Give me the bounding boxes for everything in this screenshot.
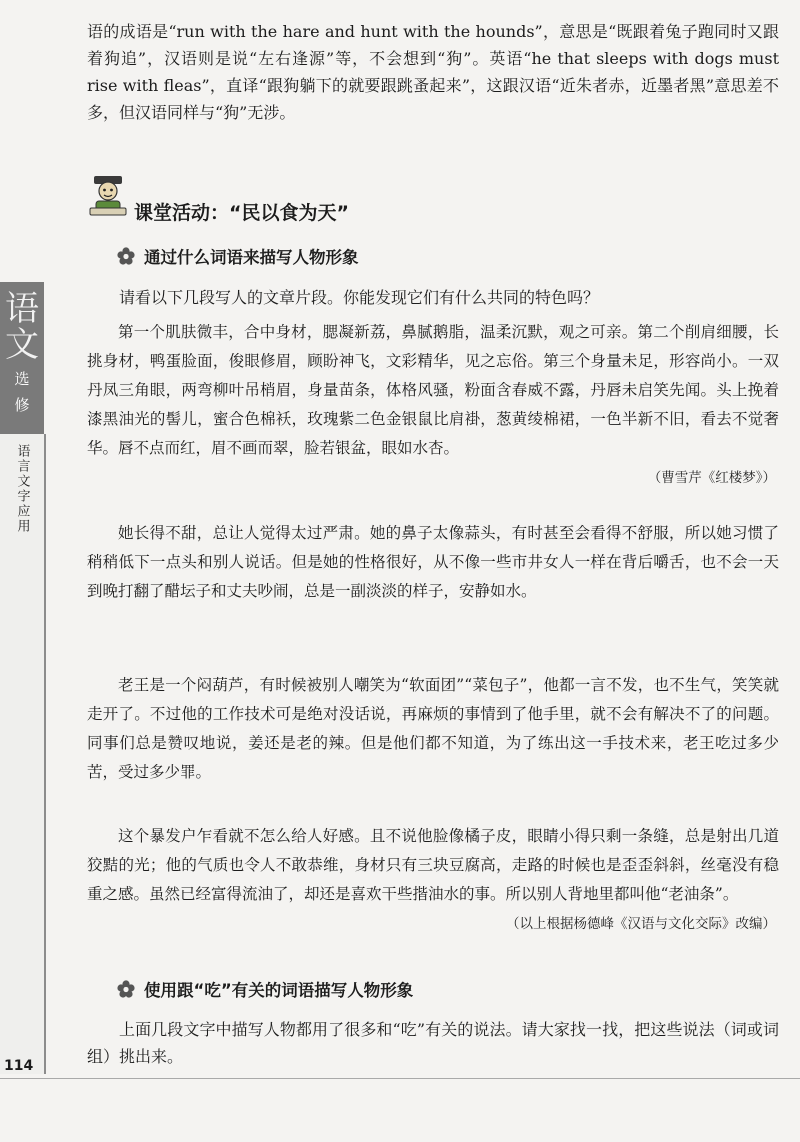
- student-mascot-icon: [88, 174, 128, 218]
- passage-4-citation: （以上根据杨德峰《汉语与文化交际》改编）: [506, 916, 776, 932]
- passage-2: 她长得不甜，总让人觉得太过严肃。她的鼻子太像蒜头，有时甚至会看得不舒服，所以她习惯了稍稍低下一点头和别人说话。但是她的性格很好，从不像一些市井女人一样在背后嚼舌，也不会一天到晚打翻了醋坛子和丈夫吵闹，总是一副淡淡的样子，安静如水。: [87, 524, 779, 600]
- side-tab: [0, 282, 44, 434]
- flower-bullet-icon: [116, 979, 136, 999]
- sub1-prompt: 请看以下几段写人的文章片段。你能发现它们有什么共同的特色吗？: [119, 288, 600, 307]
- intro-paragraph: 语的成语是“run with the hare and hunt with the hounds”，意思是“既跟着兔子跑同时又跟着狗追”，汉语则是说“左右逢源”等，不会想到“狗”。英语“he that sleeps with dogs must rise with fleas”，直译“跟狗躺下的就要跟跳蚤起来”，这跟汉语“近朱者赤，近墨者黑”意思差不多，但汉语同样与“狗”无涉。: [87, 22, 779, 122]
- sub2-prompt: 上面几段文字中描写人物都用了很多和“吃”有关的说法。请大家找一找，把这些说法（词或词组）挑出来。: [87, 1020, 779, 1066]
- passage-1-citation: （曹雪芹《红楼梦》）: [647, 470, 776, 486]
- page-number: 114: [4, 1058, 34, 1074]
- side-vertical-label: 语言文字应用: [14, 444, 30, 534]
- subheading-2: 使用跟“吃”有关的词语描写人物形象: [144, 981, 414, 1000]
- bottom-rule: [0, 1078, 800, 1079]
- passage-1: 第一个肌肤微丰，合中身材，腮凝新荔，鼻腻鹅脂，温柔沉默，观之可亲。第二个削肩细腰，长挑身材，鸭蛋脸面，俊眼修眉，顾盼神飞，文彩精华，见之忘俗。第三个身量未足，形容尚小。一双丹凤三角眼，两弯柳叶吊梢眉，身量苗条，体格风骚，粉面含春威不露，丹唇未启笑先闻。头上挽着漆黑油光的髻儿，蜜合色棉袄，玫瑰紫二色金银鼠比肩褂，葱黄绫棉裙，一色半新不旧，看去不觉奢华。唇不点而红，眉不画而翠，脸若银盆，眼如水杏。: [87, 323, 779, 457]
- subheading-1: 通过什么词语来描写人物形象: [144, 248, 359, 267]
- side-tab-char-4: 修: [14, 396, 30, 414]
- side-tab-char-2: 文: [5, 325, 39, 365]
- passage-3: 老王是一个闷葫芦，有时候被别人嘲笑为“软面团”“菜包子”，他都一言不发，也不生气，笑笑就走开了。不过他的工作技术可是绝对没话说，再麻烦的事情到了他手里，就不会有解决不了的问题。同事们总是赞叹地说，姜还是老的辣。但是他们都不知道，为了练出这一手技术来，老王吃过多少苦，受过多少罪。: [87, 676, 779, 781]
- section-title: 课堂活动：“民以食为天”: [134, 202, 349, 224]
- side-tab-char-3: 选: [14, 370, 30, 388]
- flower-bullet-icon: [116, 246, 136, 266]
- passage-4: 这个暴发户乍看就不怎么给人好感。且不说他脸像橘子皮，眼睛小得只剩一条缝，总是射出几道狡黠的光；他的气质也令人不敢恭维，身材只有三块豆腐高，走路的时候也是歪歪斜斜，丝毫没有稳重之感。虽然已经富得流油了，却还是喜欢干些揩油水的事。所以别人背地里都叫他“老油条”。: [87, 827, 779, 903]
- side-tab-char-1: 语: [5, 289, 39, 329]
- side-vertical-bar: [0, 434, 46, 1074]
